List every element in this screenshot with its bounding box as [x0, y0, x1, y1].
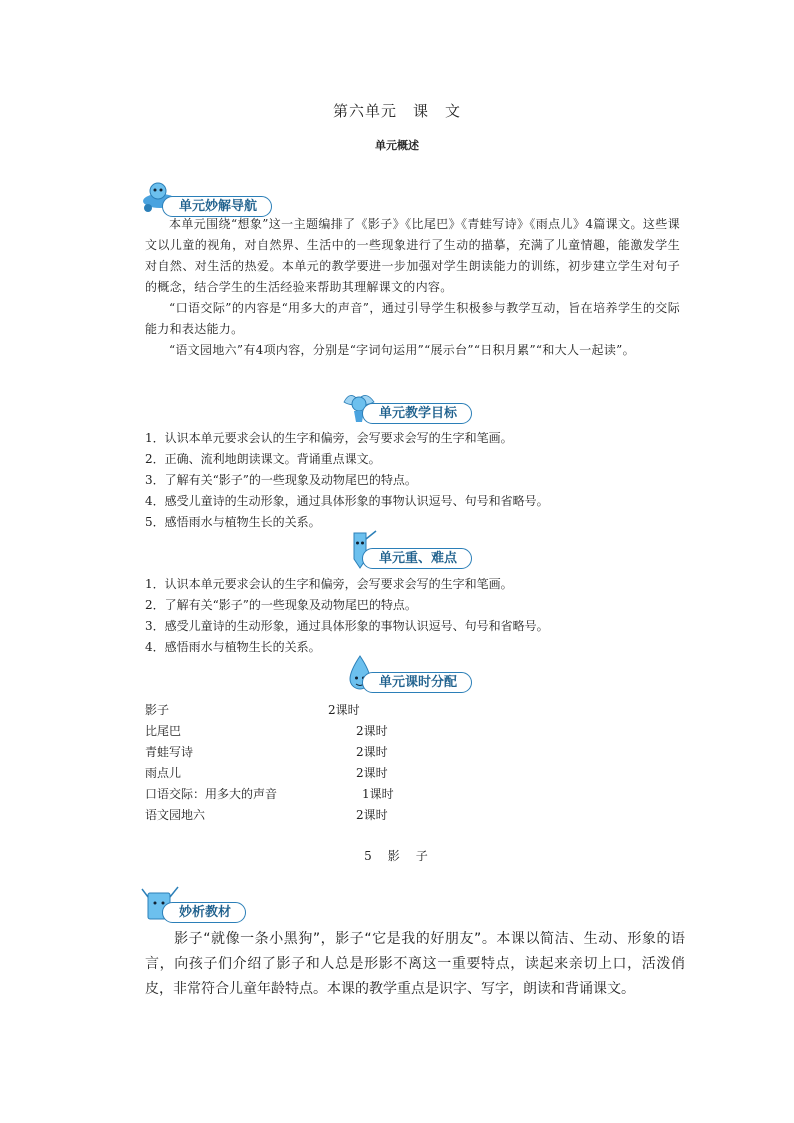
guide-text — [145, 214, 680, 361]
list-item: 3．感受儿童诗的生动形象，通过具体形象的事物认识逗号、句号和省略号。 — [145, 619, 549, 633]
goals-list — [145, 428, 685, 533]
banner-label: 单元重、难点 — [362, 548, 472, 569]
banner-label: 单元教学目标 — [362, 403, 472, 424]
list-item: 4．感受儿童诗的生动形象，通过具体形象的事物认识逗号、句号和省略号。 — [145, 494, 549, 508]
page-subtitle: 单元概述 — [375, 139, 419, 152]
keypoints-list — [145, 574, 685, 658]
table-row — [145, 721, 445, 742]
section-banner-goals — [340, 400, 490, 426]
section-banner-keypoints — [340, 545, 490, 571]
list-item: 2．了解有关“影子”的一些现象及动物尾巴的特点。 — [145, 598, 417, 612]
list-item: 1．认识本单元要求会认的生字和偏旁，会写要求会写的生字和笔画。 — [145, 577, 513, 591]
analysis-paragraph: 影子“就像一条小黑狗”，影子“它是我的好朋友”。本课以简洁、生动、形象的语言，向孩子们介绍了影子和人总是形影不离这一重要特点，读起来亲切上口，活泼俏皮，非常符合儿童年龄特点。本课的教学重点是识字、写字，朗读和背诵课文。 — [145, 931, 685, 997]
list-item: 1．认识本单元要求会认的生字和偏旁，会写要求会写的生字和笔画。 — [145, 431, 513, 445]
guide-paragraph: “口语交际”的内容是“用多大的声音”，通过引导学生积极参与教学互动，旨在培养学生的交际能力和表达能力。 — [145, 301, 680, 336]
lesson-hours: 1课时 — [362, 787, 394, 801]
lesson-hours: 2课时 — [328, 703, 360, 717]
table-row — [145, 784, 445, 805]
lesson-hours: 2课时 — [356, 808, 388, 822]
schedule-table — [145, 700, 445, 826]
page-title: 第六单元 课 文 — [332, 102, 461, 120]
lesson-title: 5 影 子 — [364, 849, 430, 863]
lesson-name: 口语交际：用多大的声音 — [145, 787, 278, 801]
list-item: 2．正确、流利地朗读课文。背诵重点课文。 — [145, 452, 381, 466]
list-item: 3．了解有关“影子”的一些现象及动物尾巴的特点。 — [145, 473, 417, 487]
banner-label: 妙析教材 — [162, 902, 246, 923]
list-item: 4．感悟雨水与植物生长的关系。 — [145, 640, 321, 654]
section-banner-analysis — [140, 899, 260, 925]
lesson-name: 雨点儿 — [145, 766, 182, 780]
table-row — [145, 763, 445, 784]
lesson-hours: 2课时 — [356, 724, 388, 738]
banner-label: 单元妙解导航 — [162, 196, 272, 217]
lesson-hours: 2课时 — [356, 745, 388, 759]
list-item: 5．感悟雨水与植物生长的关系。 — [145, 515, 321, 529]
table-row — [145, 742, 445, 763]
table-row — [145, 700, 445, 721]
analysis-text — [145, 927, 685, 1002]
banner-label: 单元课时分配 — [362, 672, 472, 693]
guide-paragraph: 本单元围绕“想象”这一主题编排了《影子》《比尾巴》《青蛙写诗》《雨点儿》4篇课文。这些课文以儿童的视角，对自然界、生活中的一些现象进行了生动的描摹，充满了儿童情趣，能激发学生对自然、对生活的热爱。本单元的教学要进一步加强对学生朗读能力的训练，初步建立学生对句子的概念，结合学生的生活经验来帮助其理解课文的内容。 — [145, 217, 680, 294]
guide-paragraph: “语文园地六”有4项内容，分别是“字词句运用”“展示台”“日积月累”“和大人一起读”。 — [169, 343, 635, 357]
table-row — [145, 805, 445, 826]
lesson-name: 语文园地六 — [145, 808, 206, 822]
lesson-name: 青蛙写诗 — [145, 745, 194, 759]
lesson-hours: 2课时 — [356, 766, 388, 780]
lesson-name: 比尾巴 — [145, 724, 182, 738]
lesson-name: 影子 — [145, 703, 170, 717]
section-banner-schedule — [340, 669, 490, 695]
